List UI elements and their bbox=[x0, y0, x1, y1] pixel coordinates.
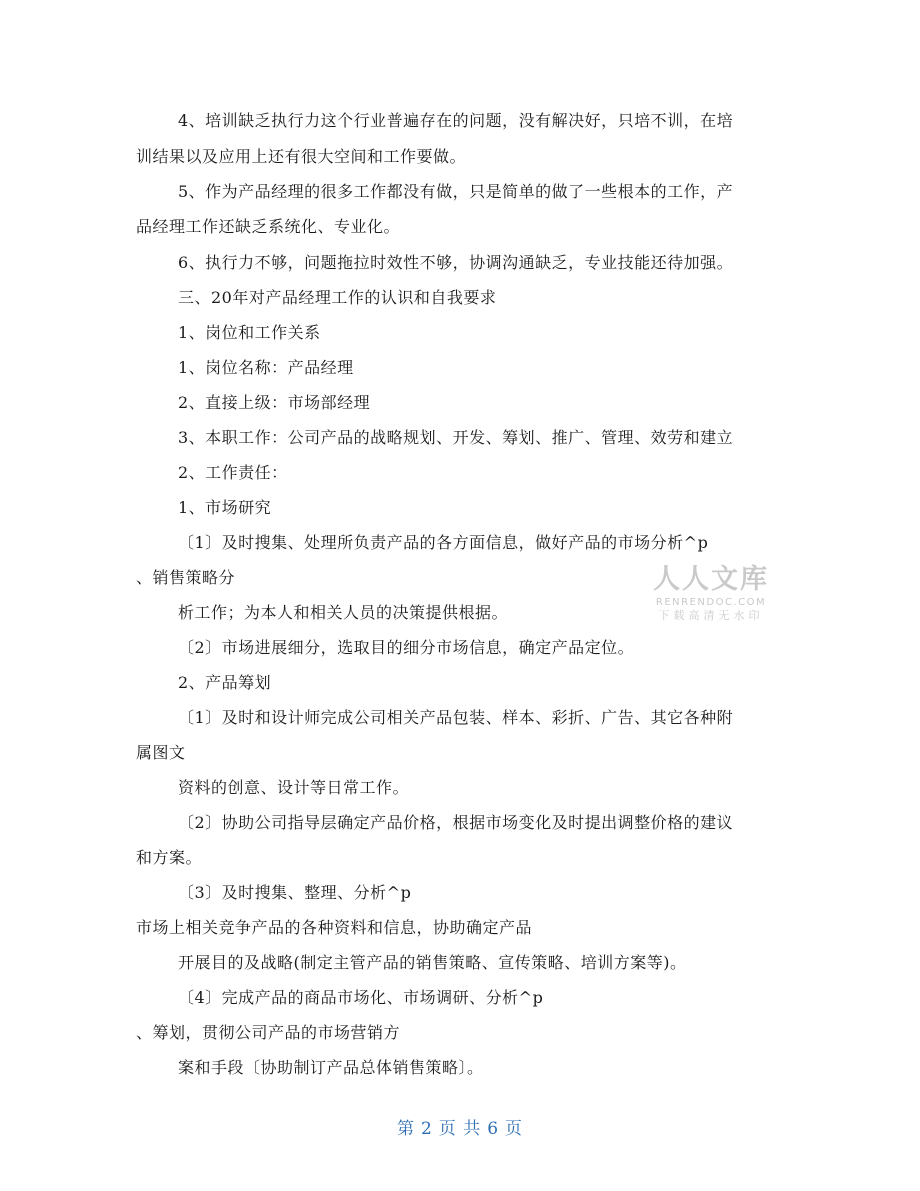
text-line: 训结果以及应用上还有很大空间和工作要做。 bbox=[136, 147, 467, 166]
text-line: 2、工作责任： bbox=[178, 463, 288, 482]
watermark-title: 人人文库 bbox=[653, 564, 769, 595]
text-line: 4、培训缺乏执行力这个行业普遍存在的问题，没有解决好，只培不训，在培 bbox=[178, 111, 734, 130]
text-line: 2、产品筹划 bbox=[178, 673, 272, 692]
text-line: 属图文 bbox=[136, 743, 186, 762]
text-line: 1、市场研究 bbox=[178, 498, 272, 517]
text-line: 〔2〕市场进展细分，选取目的细分市场信息，确定产品定位。 bbox=[178, 638, 635, 657]
current-page-number: 2 bbox=[420, 1119, 433, 1139]
watermark-subtitle: 下载高清无水印 bbox=[658, 609, 764, 622]
watermark-url: RENRENDOC.COM bbox=[655, 597, 767, 608]
watermark-logo bbox=[648, 564, 774, 623]
text-line: 〔2〕协助公司指导层确定产品价格，根据市场变化及时提出调整价格的建议 bbox=[178, 813, 734, 832]
text-line: 5、作为产品经理的很多工作都没有做，只是简单的做了一些根本的工作，产 bbox=[178, 182, 734, 201]
text-line: 、销售策略分 bbox=[136, 568, 236, 587]
page-footer bbox=[0, 1114, 920, 1139]
text-line: 资料的创意、设计等日常工作。 bbox=[178, 778, 410, 797]
footer-prefix: 第 bbox=[396, 1119, 415, 1139]
text-line: 〔4〕完成产品的商品市场化、市场调研、分析^p bbox=[178, 988, 544, 1007]
text-line: 〔1〕及时和设计师完成公司相关产品包装、样本、彩折、广告、其它各种附 bbox=[178, 708, 734, 727]
text-line: 品经理工作还缺乏系统化、专业化。 bbox=[136, 217, 401, 236]
text-line: 〔1〕及时搜集、处理所负责产品的各方面信息，做好产品的市场分析^p bbox=[178, 533, 709, 552]
text-line: 开展目的及战略(制定主管产品的销售策略、宣传策略、培训方案等)。 bbox=[178, 953, 687, 972]
text-line: 〔3〕及时搜集、整理、分析^p bbox=[178, 883, 412, 902]
text-line: 3、本职工作：公司产品的战略规划、开发、筹划、推广、管理、效劳和建立 bbox=[178, 428, 734, 447]
text-line: 2、直接上级：市场部经理 bbox=[178, 393, 371, 412]
text-line: 1、岗位和工作关系 bbox=[178, 323, 321, 342]
text-line: 析工作；为本人和相关人员的决策提供根据。 bbox=[178, 603, 509, 622]
footer-middle: 页 共 bbox=[438, 1119, 482, 1139]
footer-suffix: 页 bbox=[505, 1119, 524, 1139]
text-line: 6、执行力不够，问题拖拉时效性不够，协调沟通缺乏，专业技能还待加强。 bbox=[178, 253, 734, 272]
total-page-number: 6 bbox=[487, 1119, 500, 1139]
text-line: 1、岗位名称：产品经理 bbox=[178, 358, 354, 377]
text-line: 和方案。 bbox=[136, 848, 203, 867]
text-line: 市场上相关竞争产品的各种资料和信息，协助确定产品 bbox=[136, 918, 533, 937]
text-line: 、筹划，贯彻公司产品的市场营销方 bbox=[136, 1023, 401, 1042]
text-line: 案和手段〔协助制订产品总体销售策略〕。 bbox=[178, 1058, 484, 1077]
section-heading: 三、20年对产品经理工作的认识和自我要求 bbox=[178, 288, 497, 307]
